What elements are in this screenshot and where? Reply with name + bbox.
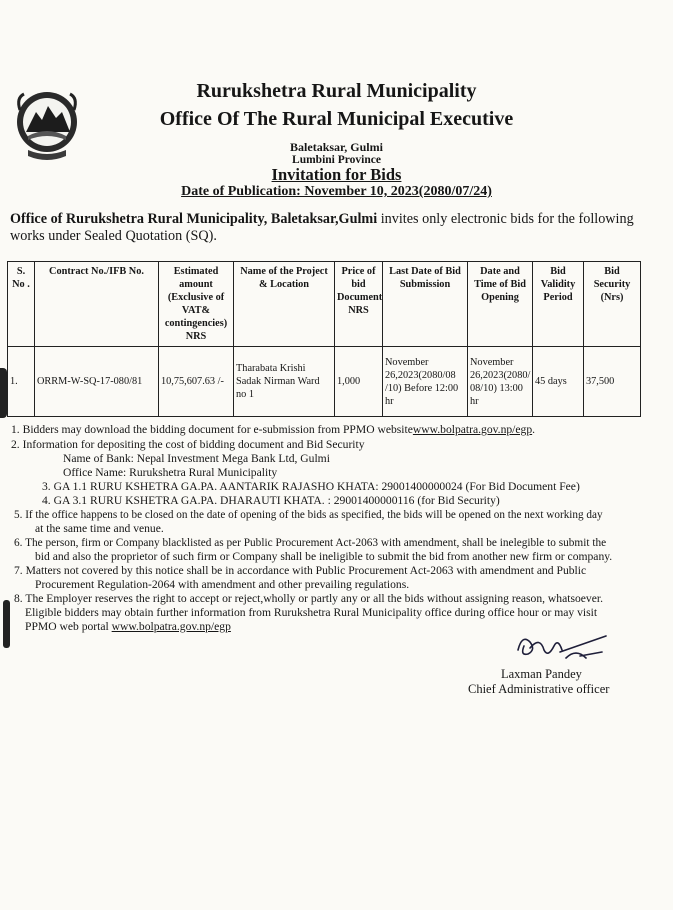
intro-office: Office of Rurukshetra Rural Municipality, Baletaksar,Gulmi	[10, 211, 378, 227]
cell-sn: 1.	[8, 347, 35, 417]
cell-project: Tharabata Krishi Sadak Nirman Ward no 1	[234, 347, 335, 417]
eligibility-note: Eligible bidders may obtain further information from Rurukshetra Rural Municipality office during office hour or may visit	[25, 606, 598, 619]
signature-image	[510, 628, 610, 670]
table-row	[8, 347, 641, 417]
note-3: 3. GA 1.1 RURU KSHETRA GA.PA. AANTARIK RAJASHO KHATA: 29001400000024 (For Bid Document Fee)	[42, 480, 580, 493]
note-7-cont: Procurement Regulation-2064 with amendment and other prevailing regulations.	[35, 578, 410, 591]
signatory-designation: Chief Administrative officer	[468, 682, 610, 696]
intro-paragraph	[10, 211, 665, 245]
note-2: 2. Information for depositing the cost of bidding document and Bid Security	[11, 438, 365, 451]
signatory-name: Laxman Pandey	[501, 667, 582, 681]
cell-validity: 45 days	[533, 347, 584, 417]
col-header-doc-price: Price of bid Document NRS	[335, 262, 383, 347]
col-header-sn: S. No .	[8, 262, 35, 347]
cell-security: 37,500	[584, 347, 641, 417]
page-title: Invitation for Bids	[271, 165, 402, 184]
note-6: 6. The person, firm or Company blacklisted as per Public Procurement Act-2063 with amendment, shall be inelegible to submit the	[14, 537, 607, 549]
office-name: Office Of The Rural Municipal Executive	[159, 108, 514, 130]
cell-doc-price: 1,000	[335, 347, 383, 417]
publication-date: Date of Publication: November 10, 2023(2080/07/24)	[181, 184, 492, 199]
ppmo-link[interactable]: www.bolpatra.gov.np/egp	[412, 423, 533, 436]
org-name: Rurukshetra Rural Municipality	[196, 80, 477, 102]
portal-link[interactable]: www.bolpatra.gov.np/egp	[111, 620, 231, 633]
note-6-cont: bid and also the proprietor of such firm or Company shall be ineligible to submit the bid from another new firm or company.	[35, 550, 613, 563]
binding-mark	[3, 600, 10, 648]
note-1: 1. Bidders may download the bidding document for e-submission from PPMO websitewww.bolpatra.gov.np/egp.	[11, 423, 536, 436]
note-5: 5. If the office happens to be closed on the date of opening of the bids as specified, the bids will be opened on the next working day	[14, 509, 603, 521]
col-header-security: Bid Security (Nrs)	[584, 262, 641, 347]
bank-name: Name of Bank: Nepal Investment Mega Bank Ltd, Gulmi	[63, 452, 330, 465]
binding-mark	[0, 368, 7, 418]
cell-opening: November 26,2023(2080/ 08/10) 13:00 hr	[468, 347, 533, 417]
note-4: 4. GA 3.1 RURU KSHETRA GA.PA. DHARAUTI KHATA. : 29001400000116 (for Bid Security)	[42, 494, 500, 507]
portal-label: PPMO web portal	[25, 620, 112, 633]
address-line-1: Baletaksar, Gulmi	[290, 140, 383, 154]
intro-text-2: works under Sealed Quotation (SQ).	[10, 228, 217, 244]
cell-contract-no: ORRM-W-SQ-17-080/81	[35, 347, 159, 417]
bids-table	[7, 261, 641, 417]
eligibility-note-cont	[25, 620, 231, 635]
col-header-contract: Contract No./IFB No.	[35, 262, 159, 347]
cell-estimated-amount: 10,75,607.63 /-	[159, 347, 234, 417]
table-header-row	[8, 262, 641, 347]
col-header-validity: Bid Validity Period	[533, 262, 584, 347]
note-7: 7. Matters not covered by this notice shall be in accordance with Public Procurement Act-2063 with amendment and Public	[14, 564, 587, 577]
note-8: 8. The Employer reserves the right to accept or reject,wholly or partly any or all the bids without assigning reason, whatsoever.	[14, 592, 603, 605]
intro-text: invites only electronic bids for the following	[377, 211, 634, 227]
col-header-estimated-amount: Estimated amount (Exclusive of VAT& contingencies) NRS	[159, 262, 234, 347]
col-header-project: Name of the Project & Location	[234, 262, 335, 347]
cell-last-date: November 26,2023(2080/08 /10) Before 12:00 hr	[383, 347, 468, 417]
note-1-text: 1. Bidders may download the bidding document for e-submission from PPMO website	[11, 423, 413, 436]
col-header-last-date: Last Date of Bid Submission	[383, 262, 468, 347]
col-header-opening: Date and Time of Bid Opening	[468, 262, 533, 347]
address-line-2: Lumbini Province	[292, 154, 381, 166]
office-name-line: Office Name: Rurukshetra Rural Municipality	[63, 466, 278, 479]
note-5-cont: at the same time and venue.	[35, 522, 164, 535]
